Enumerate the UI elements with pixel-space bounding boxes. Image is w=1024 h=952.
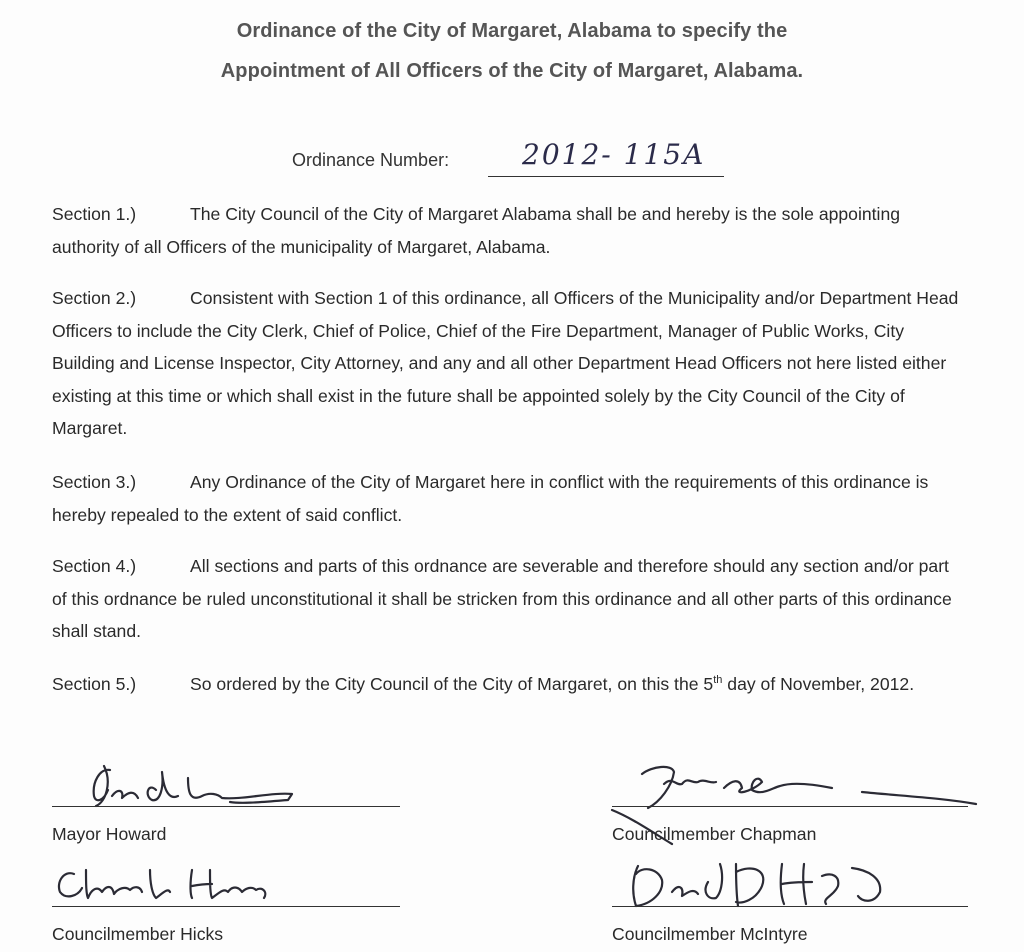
signature-block-mcintyre: [612, 852, 992, 952]
handwritten-signature-hicks: [52, 852, 412, 912]
section-text: The City Council of the City of Margaret Alabama shall be and hereby is the sole appointing authority of all Officers of the municipality of Margaret, Alabama.: [52, 204, 901, 257]
ordinance-number-label: Ordinance Number:: [292, 150, 450, 170]
document-title-line-1: Ordinance of the City of Margaret, Alabama to specify the: [236, 20, 788, 42]
handwritten-signature-mayor: [52, 752, 412, 812]
section-4: [52, 550, 964, 648]
section-1: [52, 198, 964, 263]
section-text: All sections and parts of this ordnance are severable and therefore should any section and/or part of this ordnance be ruled unconstitutional it shall be stricken from this ordinance and all other parts of this ordinance shall stand.: [52, 556, 952, 642]
signatory-name: Councilmember Hicks: [52, 924, 224, 944]
section-3: [52, 466, 964, 531]
ordinance-number-value: 2012- 115A: [522, 138, 706, 171]
section-text-after: day of November, 2012.: [722, 674, 915, 694]
signatory-name: Councilmember McIntyre: [612, 924, 808, 944]
signatory-name: Mayor Howard: [52, 824, 167, 844]
signature-line: [52, 906, 400, 907]
section-text: Consistent with Section 1 of this ordinance, all Officers of the Municipality and/or Department Head Officers to include the City Clerk, Chief of Police, Chief of the Fire Department, Manager of Public Works, City Building and License Inspector, City Attorney, and any and all other Department Head Officers not here listed either existing at this time or which shall exist in the future shall be appointed solely by the City Council of the City of Margaret.: [52, 288, 959, 439]
section-label: Section 1.): [52, 204, 137, 224]
section-superscript: th: [713, 674, 723, 687]
signature-line: [612, 806, 968, 807]
section-5: [52, 668, 964, 701]
section-text: So ordered by the City Council of the City of Margaret, on this the 5: [190, 674, 714, 694]
handwritten-signature-chapman: [612, 752, 992, 812]
section-label: Section 2.): [52, 288, 137, 308]
signature-block-mayor: [52, 752, 412, 852]
document-title-line-2: Appointment of All Officers of the City of Margaret, Alabama.: [220, 60, 804, 82]
section-text: Any Ordinance of the City of Margaret here in conflict with the requirements of this ordinance is hereby repealed to the extent of said conflict.: [52, 472, 929, 525]
section-2: [52, 282, 964, 445]
signature-block-hicks: [52, 852, 412, 952]
ordinance-number-underline: [488, 176, 724, 177]
section-label: Section 3.): [52, 472, 137, 492]
signature-line: [52, 806, 400, 807]
signature-block-chapman: [612, 752, 992, 852]
section-label: Section 5.): [52, 674, 137, 694]
section-label: Section 4.): [52, 556, 137, 576]
signature-line: [612, 906, 968, 907]
handwritten-signature-mcintyre: [612, 852, 992, 912]
signatory-name: Councilmember Chapman: [612, 824, 817, 844]
